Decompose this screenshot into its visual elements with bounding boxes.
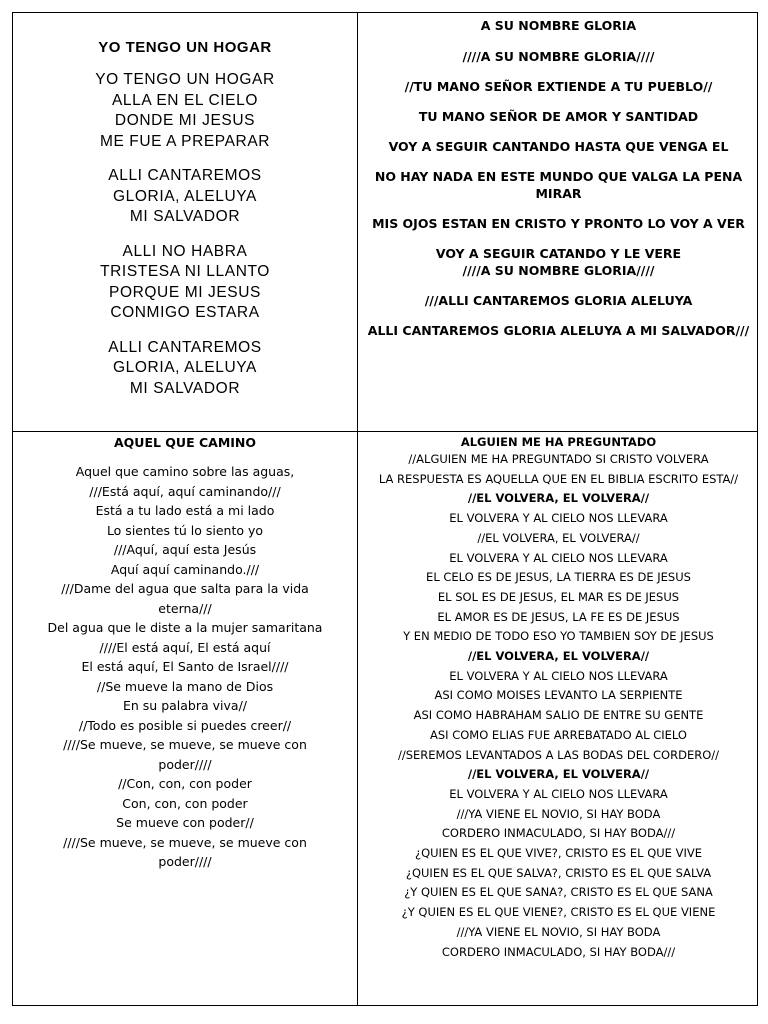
lyric-line: Del agua que le diste a la mujer samaritana	[47, 620, 323, 635]
song-stanzas	[13, 70, 357, 399]
lyric-line: Aquí aquí caminando.///	[110, 561, 260, 577]
lyric-line: EL AMOR ES DE JESUS, LA FE ES DE JESUS	[437, 609, 680, 624]
lyric-line: //EL VOLVERA, EL VOLVERA//	[477, 530, 640, 545]
lyric-line: ASI COMO ELIAS FUE ARREBATADO AL CIELO	[430, 727, 687, 742]
song-card-alguien-me-ha-preguntado	[358, 432, 759, 1007]
lyric-line: //EL VOLVERA, EL VOLVERA//	[467, 649, 650, 664]
lyric-line: Y EN MEDIO DE TODO ESO YO TAMBIEN SOY DE JESUS	[403, 629, 714, 644]
lyric-line: EL VOLVERA Y AL CIELO NOS LLEVARA	[449, 786, 668, 801]
lyric-line: MI SALVADOR	[129, 379, 241, 397]
lyric-line: EL VOLVERA Y AL CIELO NOS LLEVARA	[449, 668, 668, 683]
lyric-line: //EL VOLVERA, EL VOLVERA//	[467, 767, 650, 782]
song-lines	[13, 462, 357, 872]
lyric-line: CORDERO INMACULADO, SI HAY BODA///	[441, 826, 676, 841]
lyric-paragraph: VOY A SEGUIR CATANDO Y LE VERE ////A SU NOMBRE GLORIA////	[435, 246, 682, 278]
lyric-line: Se mueve con poder//	[116, 815, 254, 830]
lyric-line: ////El está aquí, El está aquí	[99, 639, 271, 655]
lyric-line: poder////	[158, 854, 212, 869]
lyric-line: MI SALVADOR	[129, 208, 241, 225]
lyric-line: EL CELO ES DE JESUS, LA TIERRA ES DE JESUS	[426, 570, 691, 585]
lyric-line: ALLI NO HABRA	[122, 242, 248, 260]
lyric-line: TRISTESA NI LLANTO	[100, 263, 270, 280]
lyric-line: Aquel que camino sobre las aguas,	[75, 464, 295, 479]
lyric-line: ///Está aquí, aquí caminando///	[89, 483, 281, 499]
lyrics-sheet	[12, 12, 758, 1006]
lyric-line: ///YA VIENE EL NOVIO, SI HAY BODA	[456, 806, 661, 821]
lyric-line: ///YA VIENE EL NOVIO, SI HAY BODA	[456, 924, 661, 939]
song-lines	[358, 450, 759, 962]
lyric-line: Con, con, con poder	[122, 795, 248, 811]
lyric-line: DONDE MI JESUS	[114, 112, 256, 129]
stanza	[13, 166, 357, 228]
song-card-aquel-que-camino	[13, 432, 357, 1007]
lyric-line: ASI COMO MOISES LEVANTO LA SERPIENTE	[434, 688, 683, 703]
lyric-line: CORDERO INMACULADO, SI HAY BODA///	[441, 944, 676, 959]
lyric-line: eterna///	[158, 600, 212, 616]
lyric-line: GLORIA, ALELUYA	[113, 359, 257, 376]
stanza	[13, 338, 357, 400]
lyric-paragraph: //TU MANO SEÑOR EXTIENDE A TU PUEBLO//	[404, 79, 713, 94]
lyric-line: poder////	[158, 756, 212, 772]
lyric-line: //Se mueve la mano de Dios	[96, 678, 274, 694]
song-card-yo-tengo-un-hogar	[13, 13, 357, 431]
lyric-paragraph: NO HAY NADA EN ESTE MUNDO QUE VALGA LA PENA MIRAR	[374, 169, 743, 201]
lyric-line: EL VOLVERA Y AL CIELO NOS LLEVARA	[449, 550, 668, 565]
lyric-line: El está aquí, El Santo de Israel////	[81, 659, 289, 674]
lyric-line: //SEREMOS LEVANTADOS A LAS BODAS DEL CORDERO//	[397, 747, 720, 762]
lyric-line: ALLA EN EL CIELO	[111, 91, 258, 109]
lyric-paragraph: MIS OJOS ESTAN EN CRISTO Y PRONTO LO VOY A VER	[372, 216, 745, 231]
lyric-line: ////Se mueve, se mueve, se mueve con	[63, 834, 307, 850]
lyric-line: ¿QUIEN ES EL QUE SALVA?, CRISTO ES EL QUE SALVA	[405, 865, 712, 880]
song-title: A SU NOMBRE GLORIA	[480, 18, 637, 33]
song-title: ALGUIEN ME HA PREGUNTADO	[460, 435, 657, 449]
lyric-line: //Con, con, con poder	[118, 776, 252, 791]
lyric-line: EL SOL ES DE JESUS, EL MAR ES DE JESUS	[437, 589, 680, 604]
lyric-line: En su palabra viva//	[123, 698, 247, 713]
lyric-line: LA RESPUESTA ES AQUELLA QUE EN EL BIBLIA ESCRITO ESTA//	[378, 471, 739, 486]
lyric-line: EL VOLVERA Y AL CIELO NOS LLEVARA	[449, 511, 668, 526]
lyric-line: ¿Y QUIEN ES EL QUE VIENE?, CRISTO ES EL QUE VIENE	[401, 905, 716, 920]
lyric-line: ME FUE A PREPARAR	[99, 132, 271, 150]
song-title: YO TENGO UN HOGAR	[98, 39, 272, 56]
stanza	[13, 70, 357, 152]
lyric-line: //ALGUIEN ME HA PREGUNTADO SI CRISTO VOLVERA	[408, 452, 709, 466]
lyric-paragraph: ///ALLI CANTAREMOS GLORIA ALELUYA	[424, 293, 693, 308]
lyric-line: ///Dame del agua que salta para la vida	[61, 581, 309, 596]
lyric-line: Lo sientes tú lo siento yo	[106, 522, 264, 538]
lyric-line: //Todo es posible si puedes creer//	[78, 717, 292, 733]
lyric-paragraph: TU MANO SEÑOR DE AMOR Y SANTIDAD	[418, 109, 699, 124]
song-card-a-su-nombre-gloria	[358, 13, 759, 431]
lyric-line: Está a tu lado está a mi lado	[95, 503, 275, 518]
lyric-line: ALLI CANTAREMOS	[108, 167, 262, 184]
lyric-line: GLORIA, ALELUYA	[113, 187, 257, 205]
lyric-line: ASI COMO HABRAHAM SALIO DE ENTRE SU GENTE	[413, 708, 704, 723]
lyric-line: CONMIGO ESTARA	[110, 304, 260, 321]
lyric-line: ¿Y QUIEN ES EL QUE SANA?, CRISTO ES EL QUE SANA	[404, 885, 713, 900]
lyric-paragraph: ALLI CANTAREMOS GLORIA ALELUYA A MI SALVADOR///	[367, 323, 750, 338]
stanza	[13, 242, 357, 324]
lyric-line: YO TENGO UN HOGAR	[95, 71, 275, 88]
song-title: AQUEL QUE CAMINO	[114, 435, 256, 450]
lyric-line: ///Aquí, aquí esta Jesús	[113, 542, 257, 557]
lyric-paragraph: ////A SU NOMBRE GLORIA////	[462, 49, 655, 64]
lyric-line: ////Se mueve, se mueve, se mueve con	[63, 737, 307, 752]
lyric-line: ¿QUIEN ES EL QUE VIVE?, CRISTO ES EL QUE VIVE	[414, 846, 702, 861]
lyric-paragraph: VOY A SEGUIR CANTANDO HASTA QUE VENGA EL	[388, 139, 729, 154]
lyric-line: //EL VOLVERA, EL VOLVERA//	[467, 491, 650, 506]
song-paragraphs	[358, 48, 759, 339]
lyric-line: ALLI CANTAREMOS	[108, 338, 262, 356]
lyric-line: PORQUE MI JESUS	[109, 283, 261, 301]
